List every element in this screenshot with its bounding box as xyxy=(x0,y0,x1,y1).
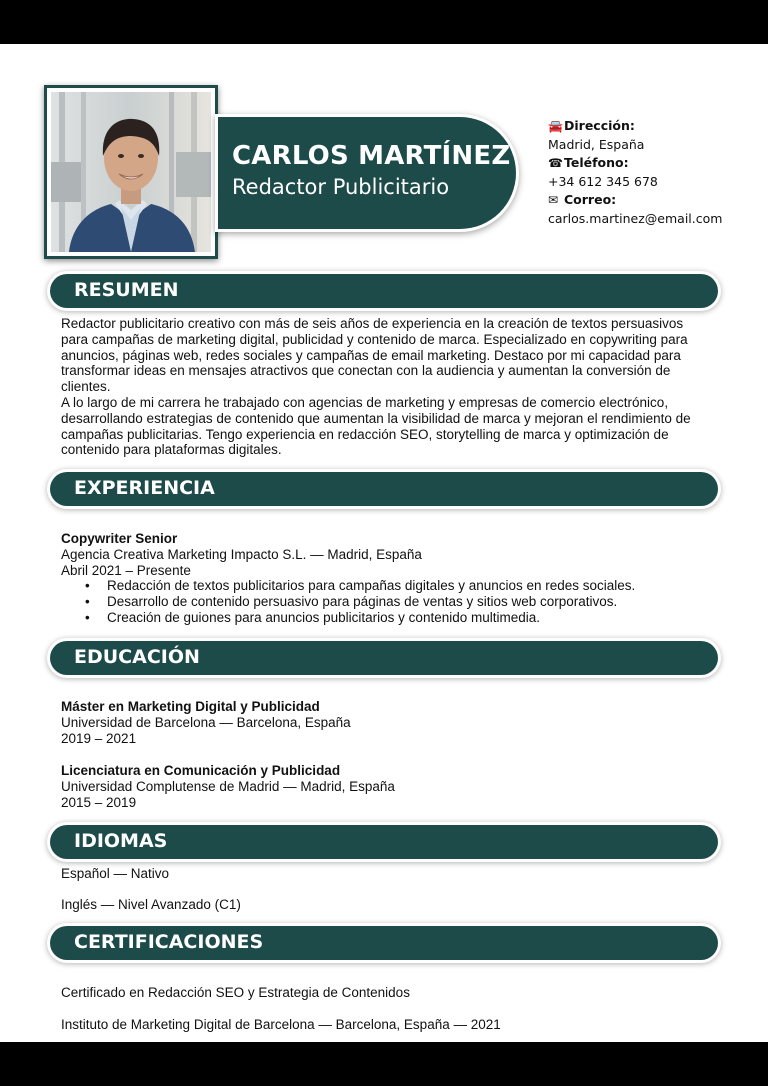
contact-block xyxy=(548,117,722,228)
education-dates: 2019 – 2021 xyxy=(61,730,137,746)
address-value: Madrid, España xyxy=(548,136,645,152)
education-degree: Licenciatura en Comunicación y Publicidad xyxy=(61,763,341,778)
education-entry xyxy=(61,763,721,810)
mail-icon: ✉ xyxy=(548,193,559,207)
education-entry xyxy=(61,699,721,746)
profile-photo xyxy=(51,92,211,252)
certification-item xyxy=(61,1017,721,1033)
address-label: Dirección: xyxy=(564,118,635,133)
resume-page xyxy=(0,44,768,1042)
certification-text: Certificado en Redacción SEO y Estrategia de Contenidos xyxy=(61,985,410,1000)
contact-phone-label-row xyxy=(548,154,722,173)
phone-value: +34 612 345 678 xyxy=(548,173,658,189)
experience-dates: Abril 2021 – Presente xyxy=(61,562,191,578)
candidate-title: Redactor Publicitario xyxy=(232,175,450,199)
education-dates: 2015 – 2019 xyxy=(61,794,137,810)
language-item xyxy=(61,897,721,913)
profile-photo-frame xyxy=(44,85,218,259)
section-header-education xyxy=(50,641,718,675)
phone-icon: ☎ xyxy=(548,156,563,170)
certification-text: Instituto de Marketing Digital de Barcelona — Barcelona, España — 2021 xyxy=(61,1017,501,1032)
section-header-languages xyxy=(50,825,718,859)
experience-bullet: • Redacción de textos publicitarios para campañas digitales y anuncios en redes sociales. xyxy=(61,578,721,594)
section-title-education: EDUCACIÓN xyxy=(74,646,200,668)
email-label: Correo: xyxy=(564,192,617,207)
profile-photo-illustration xyxy=(51,92,211,252)
education-school: Universidad de Barcelona — Barcelona, España xyxy=(61,714,351,730)
language-text: Inglés — Nivel Avanzado (C1) xyxy=(61,897,241,912)
section-title-summary: RESUMEN xyxy=(74,279,179,301)
email-value: carlos.martinez@email.com xyxy=(548,210,723,226)
name-banner xyxy=(218,117,516,229)
summary-line: anuncios, páginas web, redes sociales y campañas de email marketing. Destaco por mi capacidad para xyxy=(61,347,681,363)
certification-item xyxy=(61,985,721,1001)
summary-line: Redactor publicitario creativo con más de seis años de experiencia en la creación de textos persuasivos xyxy=(61,316,684,331)
language-text: Español — Nativo xyxy=(61,866,170,881)
section-title-languages: IDIOMAS xyxy=(74,830,168,852)
section-title-certifications: CERTIFICACIONES xyxy=(74,931,264,953)
experience-bullet: • Desarrollo de contenido persuasivo para páginas de ventas y sitios web corporativos. xyxy=(61,594,721,610)
summary-line: transformar ideas en mensajes atractivos que conectan con la audiencia y aumentan la conversión de xyxy=(61,363,671,379)
experience-company: Agencia Creativa Marketing Impacto S.L. — Madrid, España xyxy=(61,546,422,562)
summary-text xyxy=(61,316,721,458)
phone-label: Teléfono: xyxy=(564,155,629,170)
section-title-experience: EXPERIENCIA xyxy=(74,477,215,499)
contact-address-label-row xyxy=(548,117,722,136)
experience-bullets xyxy=(61,578,721,626)
language-item xyxy=(61,866,721,882)
section-header-summary xyxy=(50,274,718,308)
car-icon: 🚘 xyxy=(548,119,563,133)
education-school: Universidad Complutense de Madrid — Madrid, España xyxy=(61,778,395,794)
education-degree: Máster en Marketing Digital y Publicidad xyxy=(61,699,320,714)
contact-email-label-row xyxy=(548,191,722,210)
summary-line: campañas publicitarias. Tengo experiencia en redacción SEO, storytelling de marca y optimización de xyxy=(61,426,669,442)
experience-entry xyxy=(61,531,721,626)
summary-line: clientes. xyxy=(61,379,111,395)
experience-role: Copywriter Senior xyxy=(61,531,178,546)
section-header-certifications xyxy=(50,926,718,960)
experience-bullet: • Creación de guiones para anuncios publicitarios y contenido multimedia. xyxy=(61,610,721,626)
summary-line: para campañas de marketing digital, publicidad y contenido de marca. Especializado en copywriting para xyxy=(61,331,688,347)
summary-line: desarrollando estrategias de contenido que aumentan la visibilidad de marca y mejoran el rendimiento de xyxy=(61,410,691,426)
summary-line: A lo largo de mi carrera he trabajado con agencias de marketing y empresas de comercio electrónico, xyxy=(61,394,669,410)
section-header-experience xyxy=(50,472,718,506)
candidate-name: CARLOS MARTÍNEZ xyxy=(232,141,511,171)
summary-line: contenido para plataformas digitales. xyxy=(61,442,282,458)
